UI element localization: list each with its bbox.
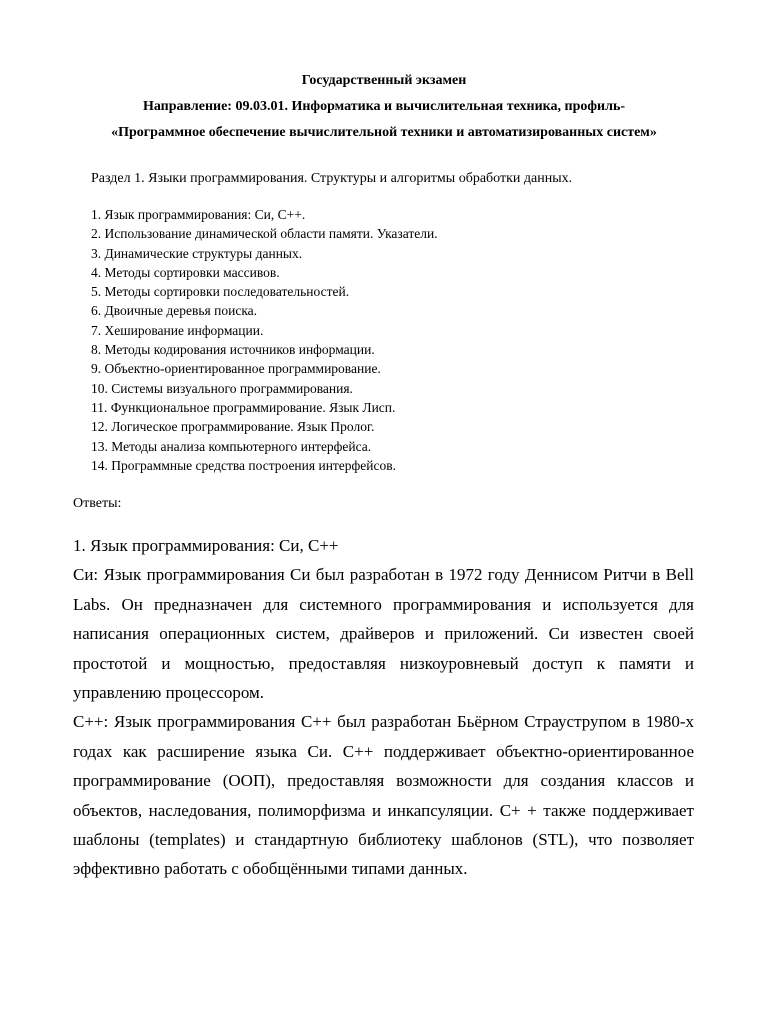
document-header: [0, 68, 768, 146]
topic-item: 10. Системы визуального программирования.: [91, 380, 353, 396]
topic-list: [91, 205, 438, 475]
topic-item: 1. Язык программирования: Си, С++.: [91, 207, 306, 222]
topic-item: 9. Объектно-ориентированное программирование.: [91, 361, 381, 377]
answers-label: Ответы:: [73, 496, 122, 511]
topic-item: 12. Логическое программирование. Язык Пролог.: [91, 419, 375, 435]
topic-item: 3. Динамические структуры данных.: [91, 245, 303, 261]
topic-item: 7. Хеширование информации.: [91, 322, 264, 338]
topic-item: 14. Программные средства построения интерфейсов.: [91, 457, 397, 473]
profile-line: «Программное обеспечение вычислительной техники и автоматизированных систем»: [111, 125, 657, 140]
topic-item: 4. Методы сортировки массивов.: [91, 264, 280, 280]
topic-item: 6. Двоичные деревья поиска.: [91, 303, 258, 319]
topic-item: 8. Методы кодирования источников информации.: [91, 342, 375, 358]
direction-line: Направление: 09.03.01. Информатика и вычислительная техника, профиль-: [142, 99, 626, 114]
topic-item: 2. Использование динамической области памяти. Указатели.: [91, 226, 438, 242]
topic-item: 11. Функциональное программирование. Язык Лисп.: [91, 399, 396, 415]
answer-paragraph-c: Си: Язык программирования Си был разработан в 1972 году Деннисом Ритчи в Bell Labs. Он предназначен для системного программирования и используется для написания операционных систем, драйверов и приложений. Си известен своей простотой и мощностью, предоставляя низкоуровневый доступ к памяти и управлению процессором.: [73, 565, 694, 703]
topic-item: 5. Методы сортировки последовательностей.: [91, 284, 350, 300]
exam-title: Государственный экзамен: [301, 73, 467, 88]
topic-item: 13. Методы анализа компьютерного интерфейса.: [91, 438, 372, 454]
answer-paragraph-cpp: C++: Язык программирования C++ был разработан Бьёрном Страуструпом в 1980-х годах как расширение языка Си. C++ поддерживает объектно-ориентированное программирование (ООП), предоставляя возможности для создания классов и объектов, наследования, полиморфизма и инкапсуляции. C+ + также поддерживает шаблоны (templates) и стандартную библиотеку шаблонов (STL), что позволяет эффективно работать с обобщёнными типами данных.: [73, 712, 694, 879]
answers-body: [73, 531, 694, 884]
section-title: Раздел 1. Языки программирования. Структуры и алгоритмы обработки данных.: [91, 171, 573, 186]
answer-title: 1. Язык программирования: Си, С++: [73, 536, 339, 555]
